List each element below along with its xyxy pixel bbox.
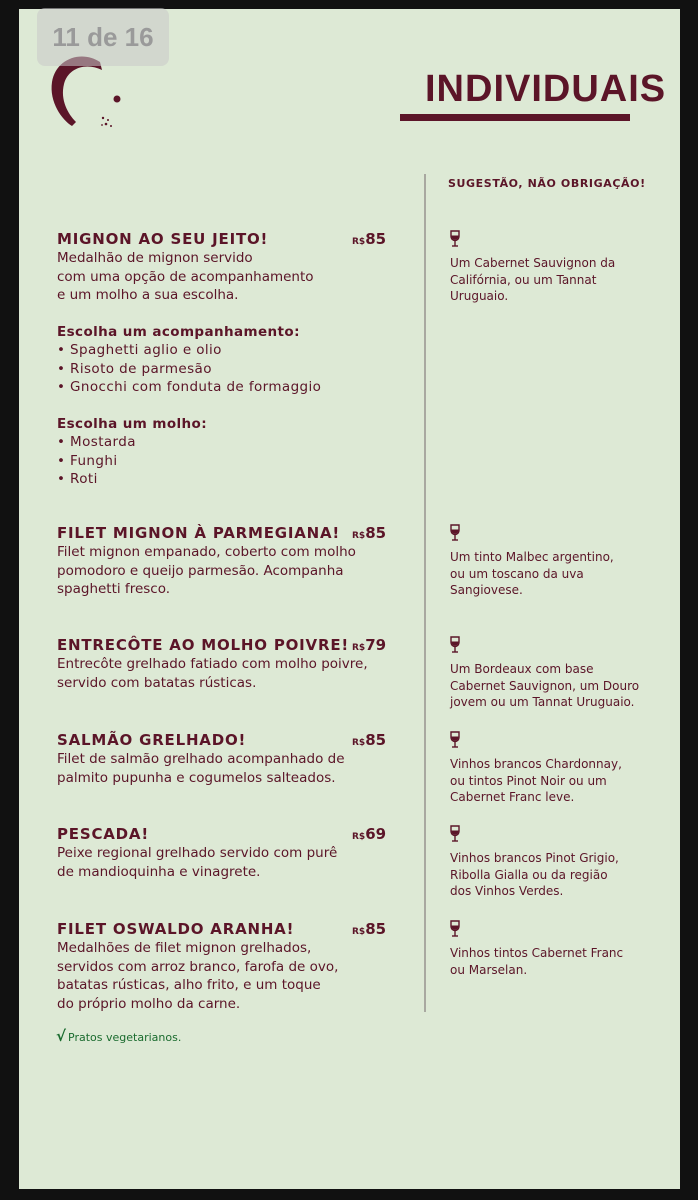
wine-glass-icon <box>450 524 460 541</box>
dish-description: Filet mignon empanado, coberto com molho pomodoro e queijo parmesão. Acompanha spaghetti fresco. <box>57 544 356 597</box>
dish-item <box>57 636 407 692</box>
dish-description: Filet de salmão grelhado acompanhado de palmito pupunha e cogumelos salteados. <box>57 751 345 786</box>
wine-suggestion <box>450 230 650 305</box>
dish-item <box>57 230 407 489</box>
wine-suggestion <box>450 731 650 806</box>
currency-symbol: R$ <box>352 738 366 748</box>
dish-price: R$85 <box>352 524 387 542</box>
dish-name: MIGNON AO SEU JEITO! <box>57 230 269 248</box>
dish-description: Entrecôte grelhado fatiado com molho poivre, servido com batatas rústicas. <box>57 656 368 691</box>
dish-description: Medalhão de mignon servido com uma opção de acompanhamento e um molho a sua escolha. <box>57 250 314 303</box>
side-option: • Spaghetti aglio e olio <box>57 342 222 358</box>
wine-glass-icon <box>450 636 460 653</box>
dish-price: R$85 <box>352 731 387 749</box>
currency-symbol: R$ <box>352 643 366 653</box>
dish-description: Peixe regional grelhado servido com purê de mandioquinha e vinagrete. <box>57 845 338 880</box>
wine-text: Um Bordeaux com base Cabernet Sauvignon, um Douro jovem ou um Tannat Uruguaio. <box>450 662 640 709</box>
currency-symbol: R$ <box>352 832 366 842</box>
dish-name: FILET OSWALDO ARANHA! <box>57 920 295 938</box>
wine-suggestion <box>450 524 650 599</box>
wine-text: Vinhos tintos Cabernet Franc ou Marselan. <box>450 946 624 977</box>
wine-text: Vinhos brancos Chardonnay, ou tintos Pinot Noir ou um Cabernet Franc leve. <box>450 757 622 804</box>
wine-suggestion-header: SUGESTÃO, NÃO OBRIGAÇÃO! <box>448 177 646 190</box>
title-underline <box>400 114 630 121</box>
vegetarian-legend <box>56 1027 181 1045</box>
wine-glass-icon <box>450 731 460 748</box>
dish-item <box>57 825 407 881</box>
wine-glass-icon <box>450 230 460 247</box>
dish-price: R$85 <box>352 920 387 938</box>
dish-name: PESCADA! <box>57 825 149 843</box>
wine-suggestion <box>450 825 650 900</box>
sides-title: Escolha um acompanhamento: <box>57 323 300 340</box>
column-divider <box>424 174 426 1012</box>
side-option: • Risoto de parmesão <box>57 360 212 377</box>
sauces-title: Escolha um molho: <box>57 415 208 432</box>
dish-price: R$85 <box>352 230 387 248</box>
sauce-option: • Mostarda <box>57 434 136 450</box>
dish-name: FILET MIGNON À PARMEGIANA! <box>57 524 341 542</box>
vegetarian-note: Pratos vegetarianos. <box>68 1031 182 1044</box>
wine-text: Um Cabernet Sauvignon da Califórnia, ou um Tannat Uruguaio. <box>450 256 616 303</box>
currency-symbol: R$ <box>352 237 366 247</box>
currency-symbol: R$ <box>352 531 366 541</box>
sauce-option: • Funghi <box>57 452 118 469</box>
wine-glass-icon <box>450 825 460 842</box>
wine-glass-icon <box>450 920 460 937</box>
wine-suggestion <box>450 636 650 711</box>
wine-text: Um tinto Malbec argentino, ou um toscano da uva Sangiovese. <box>450 550 614 597</box>
dish-price: R$69 <box>352 825 387 843</box>
dish-item <box>57 920 407 1013</box>
dish-name: SALMÃO GRELHADO! <box>57 731 247 749</box>
currency-symbol: R$ <box>352 927 366 937</box>
dish-item <box>57 524 407 599</box>
page-title: INDIVIDUAIS <box>425 68 667 110</box>
vegetarian-check-icon: √ <box>56 1027 67 1045</box>
dish-name: ENTRECÔTE AO MOLHO POIVRE! <box>57 636 350 654</box>
wine-suggestion <box>450 920 650 978</box>
side-option: • Gnocchi com fonduta de formaggio <box>57 379 322 395</box>
sauce-option: • Roti <box>57 471 98 487</box>
wine-text: Vinhos brancos Pinot Grigio, Ribolla Gialla ou da região dos Vinhos Verdes. <box>450 851 619 898</box>
dish-item <box>57 731 407 787</box>
dish-description: Medalhões de filet mignon grelhados, servidos com arroz branco, farofa de ovo, batatas rústicas, alho frito, e um toque do próprio molho da carne. <box>57 940 339 1012</box>
dish-price: R$79 <box>352 636 387 654</box>
page-counter: 11 de 16 <box>37 8 169 66</box>
